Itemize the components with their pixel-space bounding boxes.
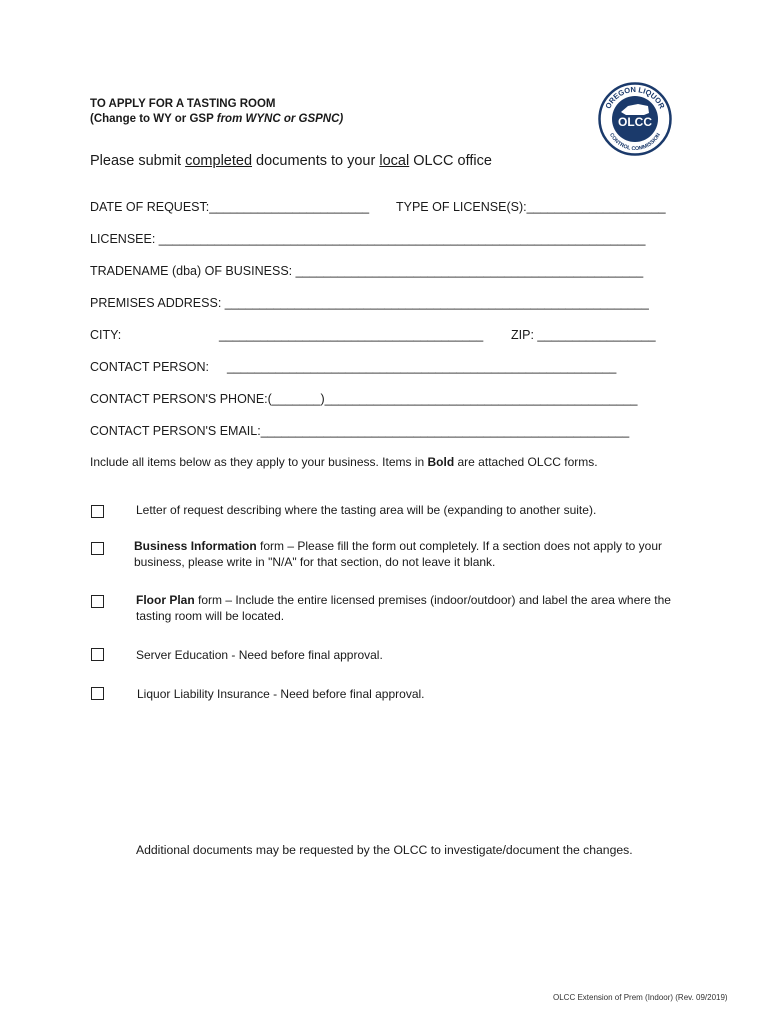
type-of-license-field[interactable]: TYPE OF LICENSE(S):____________________ xyxy=(396,200,666,214)
premises-address-field[interactable]: PREMISES ADDRESS: _____________________________________________________________ xyxy=(90,296,649,310)
checkbox-floor-plan[interactable] xyxy=(91,595,104,608)
contact-phone-field[interactable]: CONTACT PERSON'S PHONE:(_______)_____________________________________________ xyxy=(90,392,638,406)
date-of-request-field[interactable]: DATE OF REQUEST:_______________________ xyxy=(90,200,370,214)
title-line-2 xyxy=(90,112,343,127)
city-label: CITY: xyxy=(90,328,122,342)
include-note: Include all items below as they apply to your business. Items in Bold are attached OLCC forms. xyxy=(90,455,598,469)
zip-field[interactable]: ZIP: _________________ xyxy=(511,328,656,342)
additional-documents-note: Additional documents may be requested by the OLCC to investigate/document the changes. xyxy=(136,843,633,857)
svg-text:OREGON LIQUOR: OREGON LIQUOR xyxy=(603,84,667,111)
olcc-logo xyxy=(598,82,672,156)
title-line-2-italic: from WYNC or GSPNC) xyxy=(216,113,344,125)
footer-revision: OLCC Extension of Prem (Indoor) (Rev. 09/2019) xyxy=(553,993,728,1002)
submit-instruction: Please submit completed documents to your local OLCC office xyxy=(90,153,492,169)
completed-underlined: completed xyxy=(185,153,253,169)
item-server-education: Server Education - Need before final approval. xyxy=(136,648,383,662)
checkbox-letter-of-request[interactable] xyxy=(91,505,104,518)
contact-person-field[interactable]: ________________________________________________________ xyxy=(227,360,617,374)
item-floor-plan: Floor Plan form – Include the entire licensed premises (indoor/outdoor) and label the area where the tasting room will be located. xyxy=(136,593,671,623)
item-letter-of-request: Letter of request describing where the tasting area will be (expanding to another suite). xyxy=(136,503,597,517)
checkbox-liquor-liability[interactable] xyxy=(91,687,104,700)
checkbox-business-information[interactable] xyxy=(91,542,104,555)
licensee-field[interactable]: LICENSEE: ______________________________________________________________________ xyxy=(90,232,646,246)
form-title xyxy=(90,97,343,127)
svg-text:CONTROL COMMISSION: CONTROL COMMISSION xyxy=(608,132,662,153)
item-business-information: Business Information form – Please fill the form out completely. If a section does not apply to your business, please write in "N/A" for that section, do not leave it blank. xyxy=(134,539,662,569)
checkbox-server-education[interactable] xyxy=(91,648,104,661)
logo-center-text: OLCC xyxy=(618,115,652,129)
title-line-1: TO APPLY FOR A TASTING ROOM xyxy=(90,98,276,110)
title-line-2-plain: (Change to WY or GSP xyxy=(90,113,217,125)
tradename-field[interactable]: TRADENAME (dba) OF BUSINESS: __________________________________________________ xyxy=(90,264,644,278)
bold-word: Bold xyxy=(427,455,455,469)
item-liquor-liability: Liquor Liability Insurance - Need before final approval. xyxy=(137,687,425,701)
city-field[interactable]: ______________________________________ xyxy=(219,328,484,342)
local-underlined: local xyxy=(379,153,410,169)
contact-email-field[interactable]: CONTACT PERSON'S EMAIL:_____________________________________________________ xyxy=(90,424,630,438)
contact-person-label: CONTACT PERSON: xyxy=(90,360,209,374)
